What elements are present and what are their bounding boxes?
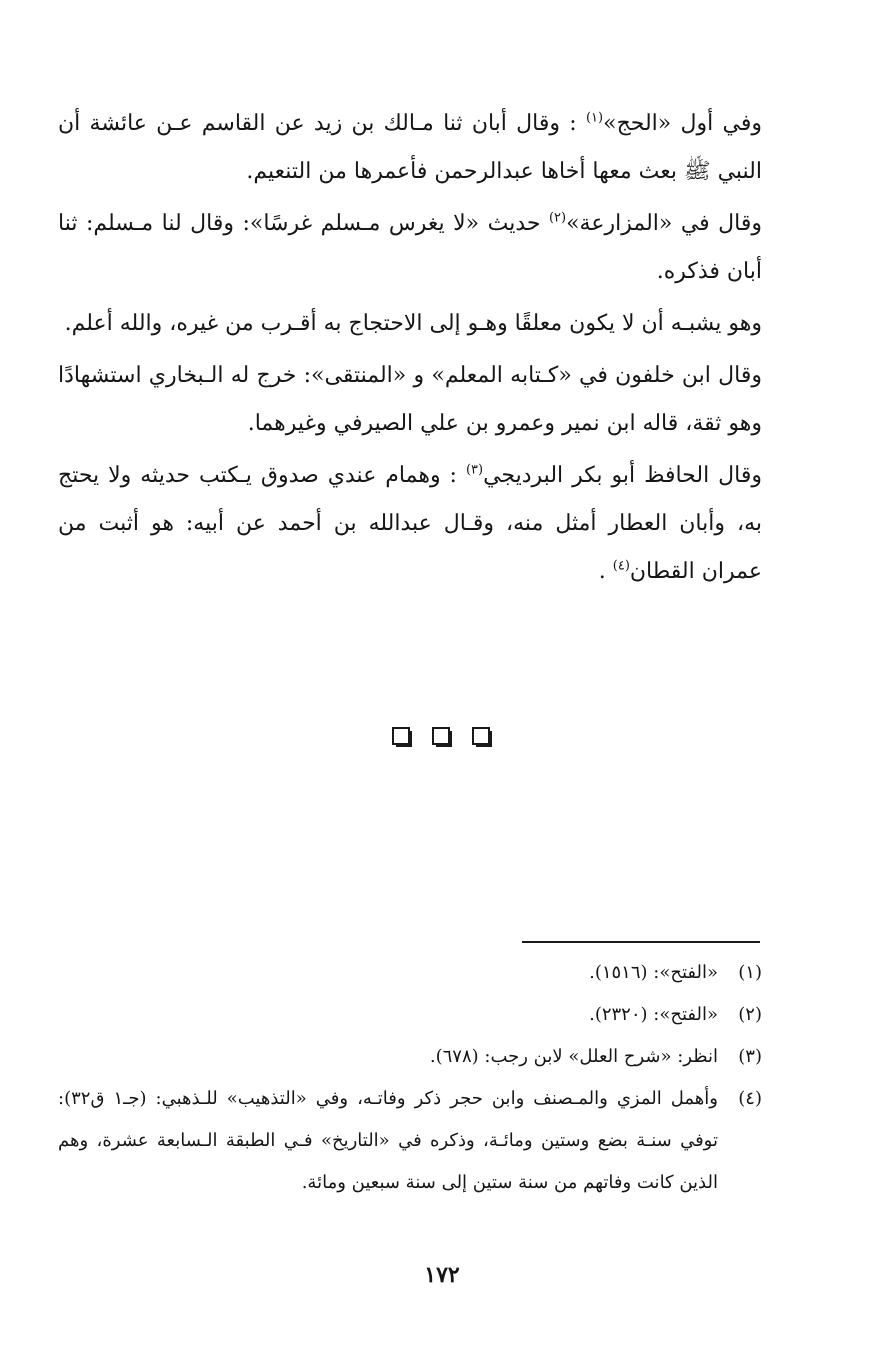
footnote [58,952,762,994]
footnote-number: (١) [738,962,762,983]
footnotes [58,952,762,1204]
paragraph-text: وقال ابن خلفون في «كـتابه المعلم» و «المنتقى»: خرج له الـبخاري استشهادًا وهو ثقة، قاله ابن نمير وعمرو بن علي الصيرفي وغيرهما. [58,363,762,436]
paragraph-text: . [598,559,613,584]
paragraph-text: وقال الحافظ أبو بكر البرديجي [483,463,762,488]
footnote-divider [522,941,760,943]
footnote [58,1036,762,1078]
paragraph [58,200,762,296]
paragraph-text: : وقال أبان ثنا مـالك بن زيد عن القاسم عـن عائشة أن النبي ﷺ بعث معها أخاها عبدالرحمن فأعمرها من التنعيم. [58,111,762,184]
footnote-reference: (٣) [465,462,484,478]
square-ornament-icon [392,727,412,747]
footnote-reference: (١) [585,110,604,126]
page-number: ١٧٢ [424,1262,460,1288]
square-ornament-icon [432,727,452,747]
footnote [58,994,762,1036]
paragraph [58,452,762,596]
paragraph [58,300,762,348]
main-text [58,100,762,600]
footnote-number: (٤) [738,1088,762,1109]
paragraph-text: وقال في «المزارعة» [566,211,762,236]
footnote-reference: (٢) [548,210,567,226]
paragraph-text: حديث «لا يغرس مـسلم غرسًا»: وقال لنا مـسلم: ثنا أبان فذكره. [58,211,762,284]
paragraph-text: وهو يشبـه أن لا يكون معلقًا وهـو إلى الاحتجاج به أقـرب من غيره، والله أعلم. [64,311,762,336]
square-ornament-icon [472,727,492,747]
footnote-text: «الفتح»: (٢٣٢٠). [589,1004,718,1025]
section-separator [0,727,884,747]
paragraph [58,100,762,196]
footnote-text: «الفتح»: (١٥١٦). [589,962,718,983]
footnote-reference: (٤) [612,558,630,574]
paragraph-text: : وهمام عندي صدوق يـكتب حديثه ولا يحتج به، وأبان العطار أمثل منه، وقـال عبدالله بن أحمد عن أبيه: هو أثبت من عمران القطان [58,463,762,584]
footnote [58,1078,762,1204]
footnote-number: (٢) [738,1004,762,1025]
footnote-text: وأهمل المزي والمـصنف وابن حجر ذكر وفاتـه، وفي «التذهيب» للـذهبي: (جـ١ ق٣٢): توفي سنـة بضع وستين ومائـة، وذكره في «التاريخ» فـي الطبقة الـسابعة عشرة، وهم الذين كانت وفاتهم من سنة ستين إلى سنة سبعين ومائة. [58,1088,718,1193]
paragraph [58,352,762,448]
paragraph-text: وفي أول «الحج» [603,111,762,136]
footnote-text: انظر: «شرح العلل» لابن رجب: (٦٧٨). [429,1046,718,1067]
footnote-number: (٣) [738,1046,762,1067]
